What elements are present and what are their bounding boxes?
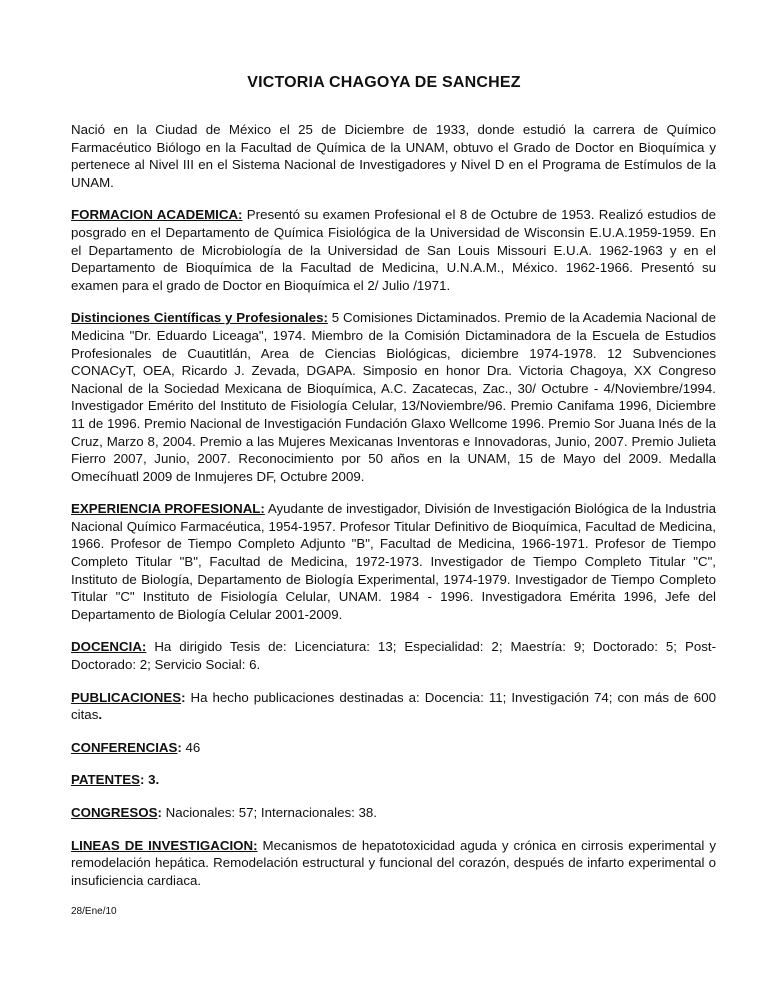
formacion-label: FORMACION ACADEMICA:: [71, 207, 243, 223]
intro-paragraph: Nació en la Ciudad de México el 25 de Diciembre de 1933, donde estudió la carrera de Químico Farmacéutico Biólogo en la Facultad de Química de la UNAM, obtuvo el Grado de Doctor en Bioquímica y pertenece al Nivel III en el Sistema Nacional de Investigadores y Nivel D en el Programa de Estímulos de la UNAM.: [71, 122, 716, 190]
patentes-paragraph: [71, 771, 716, 789]
formacion-text: Presentó su examen Profesional el 8 de Octubre de 1953. Realizó estudios de posgrado en el Departamento de Química Fisiológica de la Universidad de Wisconsin E.U.A.1959-1959. En el Departamento de Microbiología de la Universidad de San Louis Missouri E.U.A. 1962-1963 y en el Departamento de Bioquímica de la Facultad de Medicina, U.N.A.M., México. 1962-1966. Presentó su examen para el grado de Doctor en Bioquímica el 2/ Julio /1971.: [71, 207, 716, 293]
congresos-colon: :: [157, 805, 162, 820]
formacion-paragraph: [71, 206, 716, 294]
lineas-label: LINEAS DE INVESTIGACION:: [71, 837, 258, 853]
footer-date: 28/Ene/10: [71, 906, 117, 917]
docencia-text: Ha dirigido Tesis de: Licenciatura: 13; Especialidad: 2; Maestría: 9; Doctorado: 5; Post-Doctorado: 2; Servicio Social: 6.: [71, 639, 716, 673]
distinciones-label: Distinciones Científicas y Profesionales:: [71, 310, 328, 326]
distinciones-text: 5 Comisiones Dictaminados. Premio de la Academia Nacional de Medicina "Dr. Eduardo Liceaga", 1974. Miembro de la Comisión Dictaminadora de la Escuela de Estudios Profesionales de Cuautitlán, Area de Ciencias Biológicas, diciembre 1974-1978. 12 Subvenciones CONACyT, OEA, Ricardo J. Zevada, DGAPA. Simposio en honor Dra. Victoria Chagoya, XX Congreso Nacional de la Sociedad Mexicana de Bioquímica, A.C. Zacatecas, Zac., 30/ Octubre - 4/Noviembre/1994. Investigador Emérito del Instituto de Fisiología Celular, 13/Noviembre/96. Premio Canifama 1996, Diciembre 11 de 1996. Premio Nacional de Investigación Fundación Glaxo Wellcome 1996. Premio Sor Juana Inés de la Cruz, Marzo 8, 2004. Premio a las Mujeres Mexicanas Inventoras e Innovadoras, Junio, 2007. Premio Julieta Fierro 2007, Junio, 2007. Reconocimiento por 50 años en la UNAM, 15 de Mayo del 2009. Medalla Omecíhuatl 2009 de Inmujeres DF, Octubre 2009.: [71, 310, 716, 484]
conferencias-text: 46: [181, 739, 201, 755]
congresos-paragraph: [71, 804, 716, 822]
conferencias-label: CONFERENCIAS: [71, 739, 178, 755]
docencia-label: DOCENCIA:: [71, 639, 147, 655]
publicaciones-end: .: [98, 707, 103, 723]
congresos-text: Nacionales: 57; Internacionales: 38.: [161, 805, 377, 820]
publicaciones-text: Ha hecho publicaciones destinadas a: Docencia: 11; Investigación 74; con más de 600 citas: [71, 689, 716, 723]
congresos-label: CONGRESOS: [71, 805, 158, 820]
conferencias-paragraph: [71, 739, 716, 757]
publicaciones-label: PUBLICACIONES: [71, 689, 182, 705]
patentes-text: : 3.: [139, 772, 160, 788]
conferencias-colon: :: [177, 739, 182, 755]
publicaciones-colon: :: [181, 689, 186, 705]
experiencia-label: EXPERIENCIA PROFESIONAL:: [71, 501, 265, 517]
distinciones-paragraph: [71, 309, 716, 485]
experiencia-paragraph: [71, 500, 716, 623]
page-title: VICTORIA CHAGOYA DE SANCHEZ: [247, 74, 521, 91]
docencia-paragraph: [71, 638, 716, 673]
publicaciones-paragraph: [71, 689, 716, 724]
experiencia-text: Ayudante de investigador, División de Investigación Biológica de la Industria Nacional Químico Farmacéutica, 1954-1957. Profesor Titular Definitivo de Bioquímica, Facultad de Medicina, 1966. Profesor de Tiempo Completo Adjunto "B", Facultad de Medicina, 1966-1971. Profesor de Tiempo Completo Titular "B", Facultad de Medicina, 1972-1973. Investigador de Tiempo Completo Titular "C", Instituto de Biología, Departamento de Biología Experimental, 1974-1979. Investigador de Tiempo Completo Titular "C" Instituto de Fisiología Celular, UNAM. 1984 - 1996. Investigadora Emérita 1996, Jefe del Departamento de Biología Celular 2001-2009.: [71, 501, 716, 622]
patentes-label: PATENTES: [71, 772, 140, 788]
lineas-text: Mecanismos de hepatotoxicidad aguda y crónica en cirrosis experimental y remodelación hepática. Remodelación estructural y funcional del corazón, después de infarto experimental o insuficiencia cardiaca.: [71, 837, 716, 888]
document-body: [71, 121, 716, 904]
lineas-paragraph: [71, 837, 716, 890]
